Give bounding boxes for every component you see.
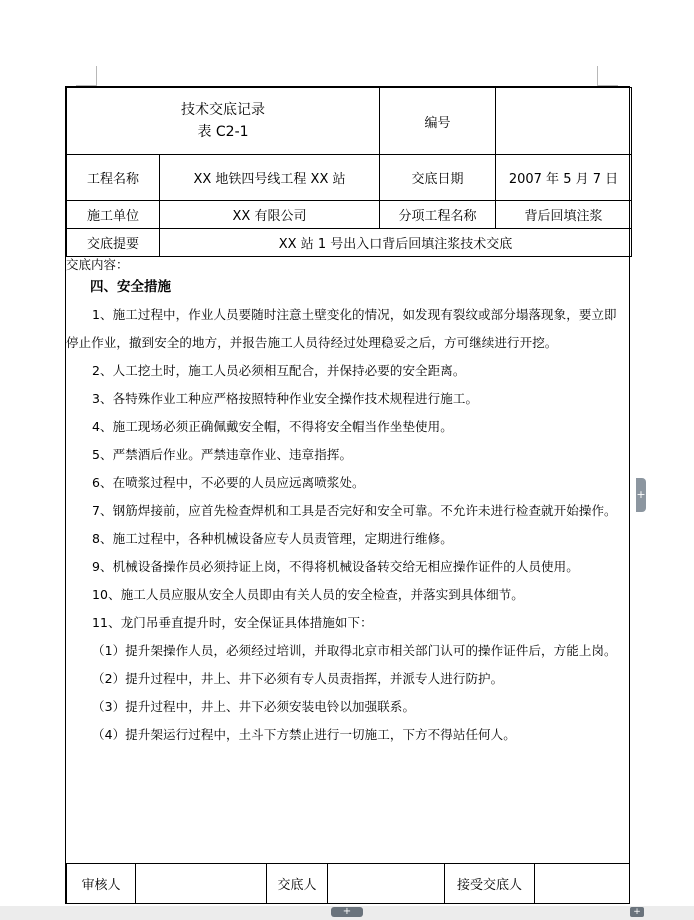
date-value[interactable]: 2007 年 5 月 7 日 xyxy=(496,155,632,201)
subproject-value[interactable]: 背后回填注浆 xyxy=(496,201,632,229)
discloser-label: 交底人 xyxy=(267,864,328,904)
date-label: 交底日期 xyxy=(380,155,496,201)
content-paragraph: 5、严禁酒后作业。严禁违章作业、违章指挥。 xyxy=(92,447,353,462)
project-name-label: 工程名称 xyxy=(67,155,160,201)
reviewer-value[interactable] xyxy=(136,864,267,904)
discloser-value[interactable] xyxy=(328,864,445,904)
form-header-table xyxy=(66,87,632,257)
add-column-button[interactable]: + xyxy=(630,907,644,917)
number-label: 编号 xyxy=(380,88,496,155)
content-paragraph: （2）提升过程中，井上、井下必须有专人员责指挥，并派专人进行防护。 xyxy=(92,671,504,686)
content-paragraph: 1、施工过程中，作业人员要随时注意土壁变化的情况，如发现有裂纹或部分塌落现象，要立即停止作业，撤到安全的地方，并报告施工人员待经过处理稳妥之后，方可继续进行开挖。 xyxy=(66,307,617,350)
content-paragraph: 2、人工挖土时，施工人员必须相互配合，并保持必要的安全距离。 xyxy=(92,363,466,378)
content-paragraph: （1）提升架操作人员，必须经过培训，并取得北京市相关部门认可的操作证件后，方能上岗。 xyxy=(92,643,617,658)
content-paragraph: （3）提升过程中，井上、井下必须安装电铃以加强联系。 xyxy=(92,699,416,714)
contractor-value[interactable]: XX 有限公司 xyxy=(160,201,380,229)
technical-disclosure-form xyxy=(65,86,630,904)
content-paragraph: 10、施工人员应服从安全人员即由有关人员的安全检查，并落实到具体细节。 xyxy=(92,587,524,602)
receiver-label: 接受交底人 xyxy=(445,864,535,904)
content-label: 交底内容： xyxy=(66,257,129,272)
content-paragraph: 8、施工过程中，各种机械设备应专人员责管理，定期进行维修。 xyxy=(92,531,453,546)
content-paragraph: 11、龙门吊垂直提升时，安全保证具体措施如下： xyxy=(92,615,373,630)
expand-side-tab[interactable]: + xyxy=(636,478,646,512)
corner-mark-left-v xyxy=(96,66,97,86)
receiver-value[interactable] xyxy=(535,864,630,904)
subproject-label: 分项工程名称 xyxy=(380,201,496,229)
contractor-label: 施工单位 xyxy=(67,201,160,229)
section-heading: 四、安全措施 xyxy=(90,279,171,295)
summary-value[interactable]: XX 站 1 号出入口背后回填注浆技术交底 xyxy=(160,229,632,257)
content-paragraph: 7、钢筋焊接前，应首先检查焊机和工具是否完好和安全可靠。不允许未进行检查就开始操作。 xyxy=(92,503,617,518)
content-paragraph: 9、机械设备操作员必须持证上岗，不得将机械设备转交给无相应操作证件的人员使用。 xyxy=(92,559,579,574)
project-name-value[interactable]: XX 地铁四号线工程 XX 站 xyxy=(160,155,380,201)
corner-mark-right-v xyxy=(597,66,598,86)
reviewer-label: 审核人 xyxy=(67,864,136,904)
add-row-button[interactable]: + xyxy=(331,907,363,917)
signature-table xyxy=(66,863,630,903)
content-paragraph: 6、在喷浆过程中，不必要的人员应远离喷浆处。 xyxy=(92,475,365,490)
form-number-code: 表 C2-1 xyxy=(197,124,249,140)
disclosure-content[interactable] xyxy=(66,257,629,749)
content-paragraph: 3、各特殊作业工种应严格按照特种作业安全操作技术规程进行施工。 xyxy=(92,391,479,406)
summary-label: 交底提要 xyxy=(67,229,160,257)
content-paragraph: （4）提升架运行过程中，土斗下方禁止进行一切施工，下方不得站任何人。 xyxy=(92,727,516,742)
form-title: 技术交底记录 xyxy=(181,102,265,118)
number-value[interactable] xyxy=(496,88,632,155)
content-paragraph: 4、施工现场必须正确佩戴安全帽，不得将安全帽当作坐垫使用。 xyxy=(92,419,453,434)
form-title-cell xyxy=(67,88,380,155)
